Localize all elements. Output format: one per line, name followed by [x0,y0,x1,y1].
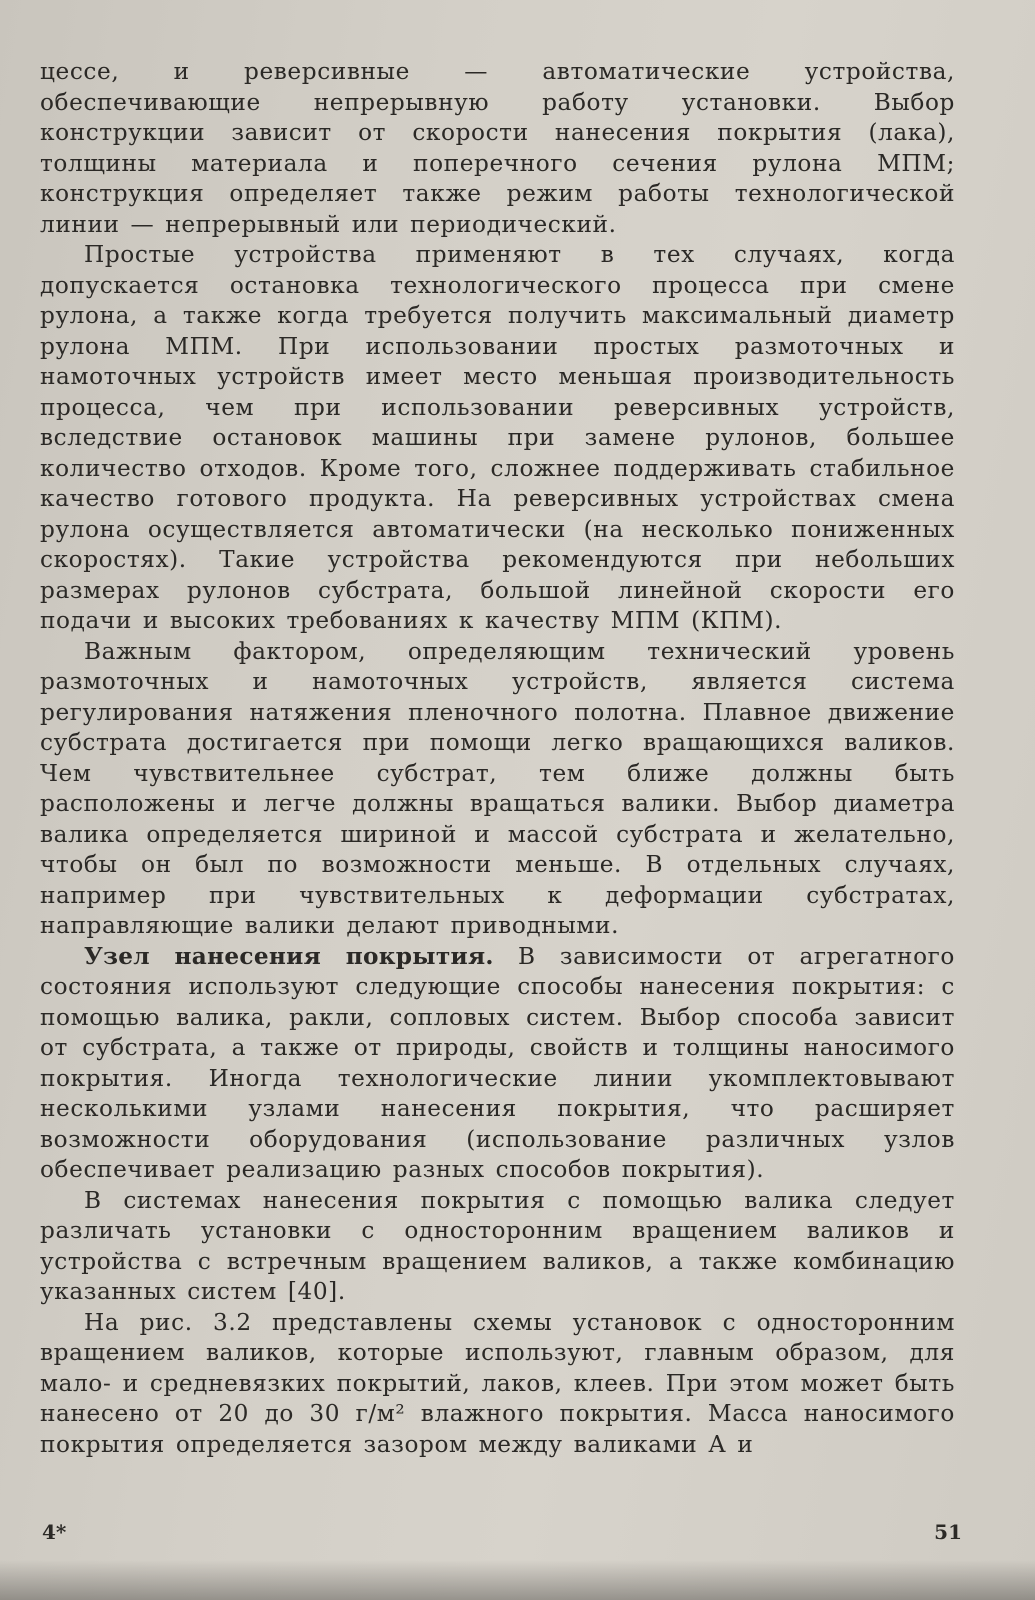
paragraph-text: Важным фактором, определяющим технический уровень размоточных и намоточных устройств, является система регулирования натяжения пленочного полотна. Плавное движение субстрата достигается при помощи легко вращающихся валиков. Чем чувствительнее субстрат, тем ближе должны быть расположены и легче должны вращаться валики. Выбор диаметра валика определяется шириной и массой субстрата и желательно, чтобы он был по возможности меньше. В отдельных случаях, например при чувствительных к деформации субстратах, направляющие валики делают приводными. [40,637,955,939]
paragraph-text: На рис. 3.2 представлены схемы установок с односторонним вращением валиков, которые используют, главным образом, для мало- и средневязких покрытий, лаков, клеев. При этом может быть нанесено от 20 до 30 г/м² влажного покрытия. Масса наносимого покрытия определяется зазором между валиками А и [40,1308,955,1458]
signature-mark: 4* [42,1520,67,1544]
paragraph [40,1186,955,1308]
paragraph [40,1308,955,1461]
paragraph [40,240,955,637]
page-number: 51 [934,1520,962,1544]
paragraph-with-heading [40,942,955,1186]
paragraph [40,637,955,942]
paragraph-text: В зависимости от агрегатного состояния используют следующие способы нанесения покрытия: с помощью валика, ракли, сопловых систем. Выбор способа зависит от субстрата, а также от природы, свойств и толщины наносимого покрытия. Иногда технологические линии укомплектовывают несколькими узлами нанесения покрытия, что расширяет возможности оборудования (использование различных узлов обеспечивает реализацию разных способов покрытия). [40,942,955,1183]
section-heading: Узел нанесения покрытия. [84,942,494,970]
paragraph-text: Простые устройства применяют в тех случаях, когда допускается остановка технологического процесса при смене рулона, а также когда требуется получить максимальный диаметр рулона МПМ. При использовании простых размоточных и намоточных устройств имеет место меньшая производительность процесса, чем при использовании реверсивных устройств, вследствие остановок машины при замене рулонов, большее количество отходов. Кроме того, сложнее поддерживать стабильное качество готового продукта. На реверсивных устройствах смена рулона осуществляется автоматически (на несколько пониженных скоростях). Такие устройства рекомендуются при небольших размерах рулонов субстрата, большой линейной скорости его подачи и высоких требованиях к качеству МПМ (КПМ). [40,241,955,634]
paragraph-text: В системах нанесения покрытия с помощью валика следует различать установки с односторонним вращением валиков и устройства с встречным вращением валиков, а также комбинацию указанных систем [40]. [40,1186,955,1305]
paragraph-continuation [40,57,955,240]
paragraph-text: цессе, и реверсивные — автоматические устройства, обеспечивающие непрерывную работу установки. Выбор конструкции зависит от скорости нанесения покрытия (лака), толщины материала и поперечного сечения рулона МПМ; конструкция определяет также режим работы технологической линии — непрерывный или периодический. [40,58,955,238]
body-text [40,57,955,1460]
